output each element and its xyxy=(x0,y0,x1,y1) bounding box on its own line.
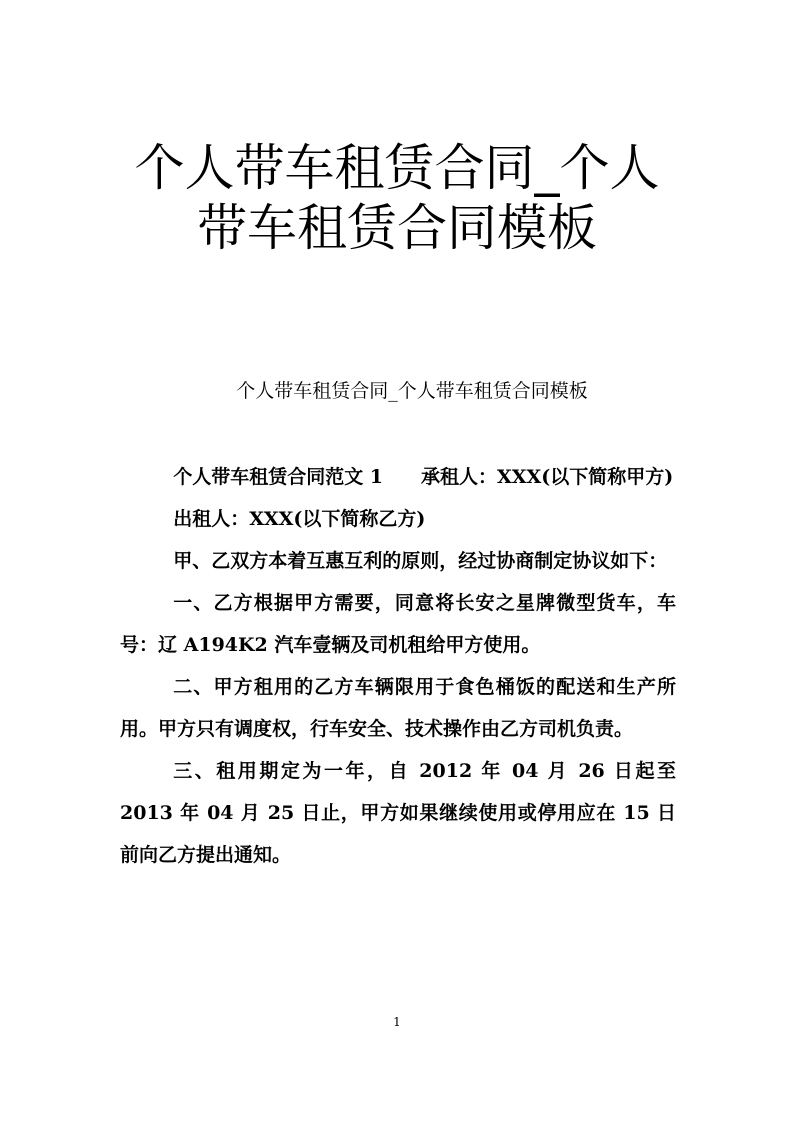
document-body xyxy=(120,456,676,876)
paragraph-clause-1: 一、乙方根据甲方需要，同意将长安之星牌微型货车，车号：辽 A194K2 汽车壹辆及司机租给甲方使用。 xyxy=(120,592,676,656)
paragraph-parties-lessee: 个人带车租赁合同范文 1 承租人：XXX(以下简称甲方) xyxy=(173,466,674,488)
paragraph-clause-2: 二、甲方租用的乙方车辆限用于食色桶饭的配送和生产所用。甲方只有调度权，行车安全、技术操作由乙方司机负责。 xyxy=(120,676,676,740)
document-title-line-1: 个人带车租赁合同_个人 xyxy=(134,139,660,197)
document-title-line-2: 带车租赁合同模板 xyxy=(197,199,597,257)
page-number: 1 xyxy=(393,1015,401,1029)
paragraph-clause-3: 三、租用期定为一年，自 2012 年 04 月 26 日起至 2013 年 04 月 25 日止，甲方如果继续使用或停用应在 15 日前向乙方提出通知。 xyxy=(120,760,676,866)
paragraph-preamble: 甲、乙双方本着互惠互利的原则，经过协商制定协议如下： xyxy=(173,550,668,572)
document-subtitle: 个人带车租赁合同_个人带车租赁合同模板 xyxy=(236,380,588,402)
document-title xyxy=(100,138,694,258)
paragraph-parties-lessor: 出租人：XXX(以下简称乙方) xyxy=(173,508,426,530)
